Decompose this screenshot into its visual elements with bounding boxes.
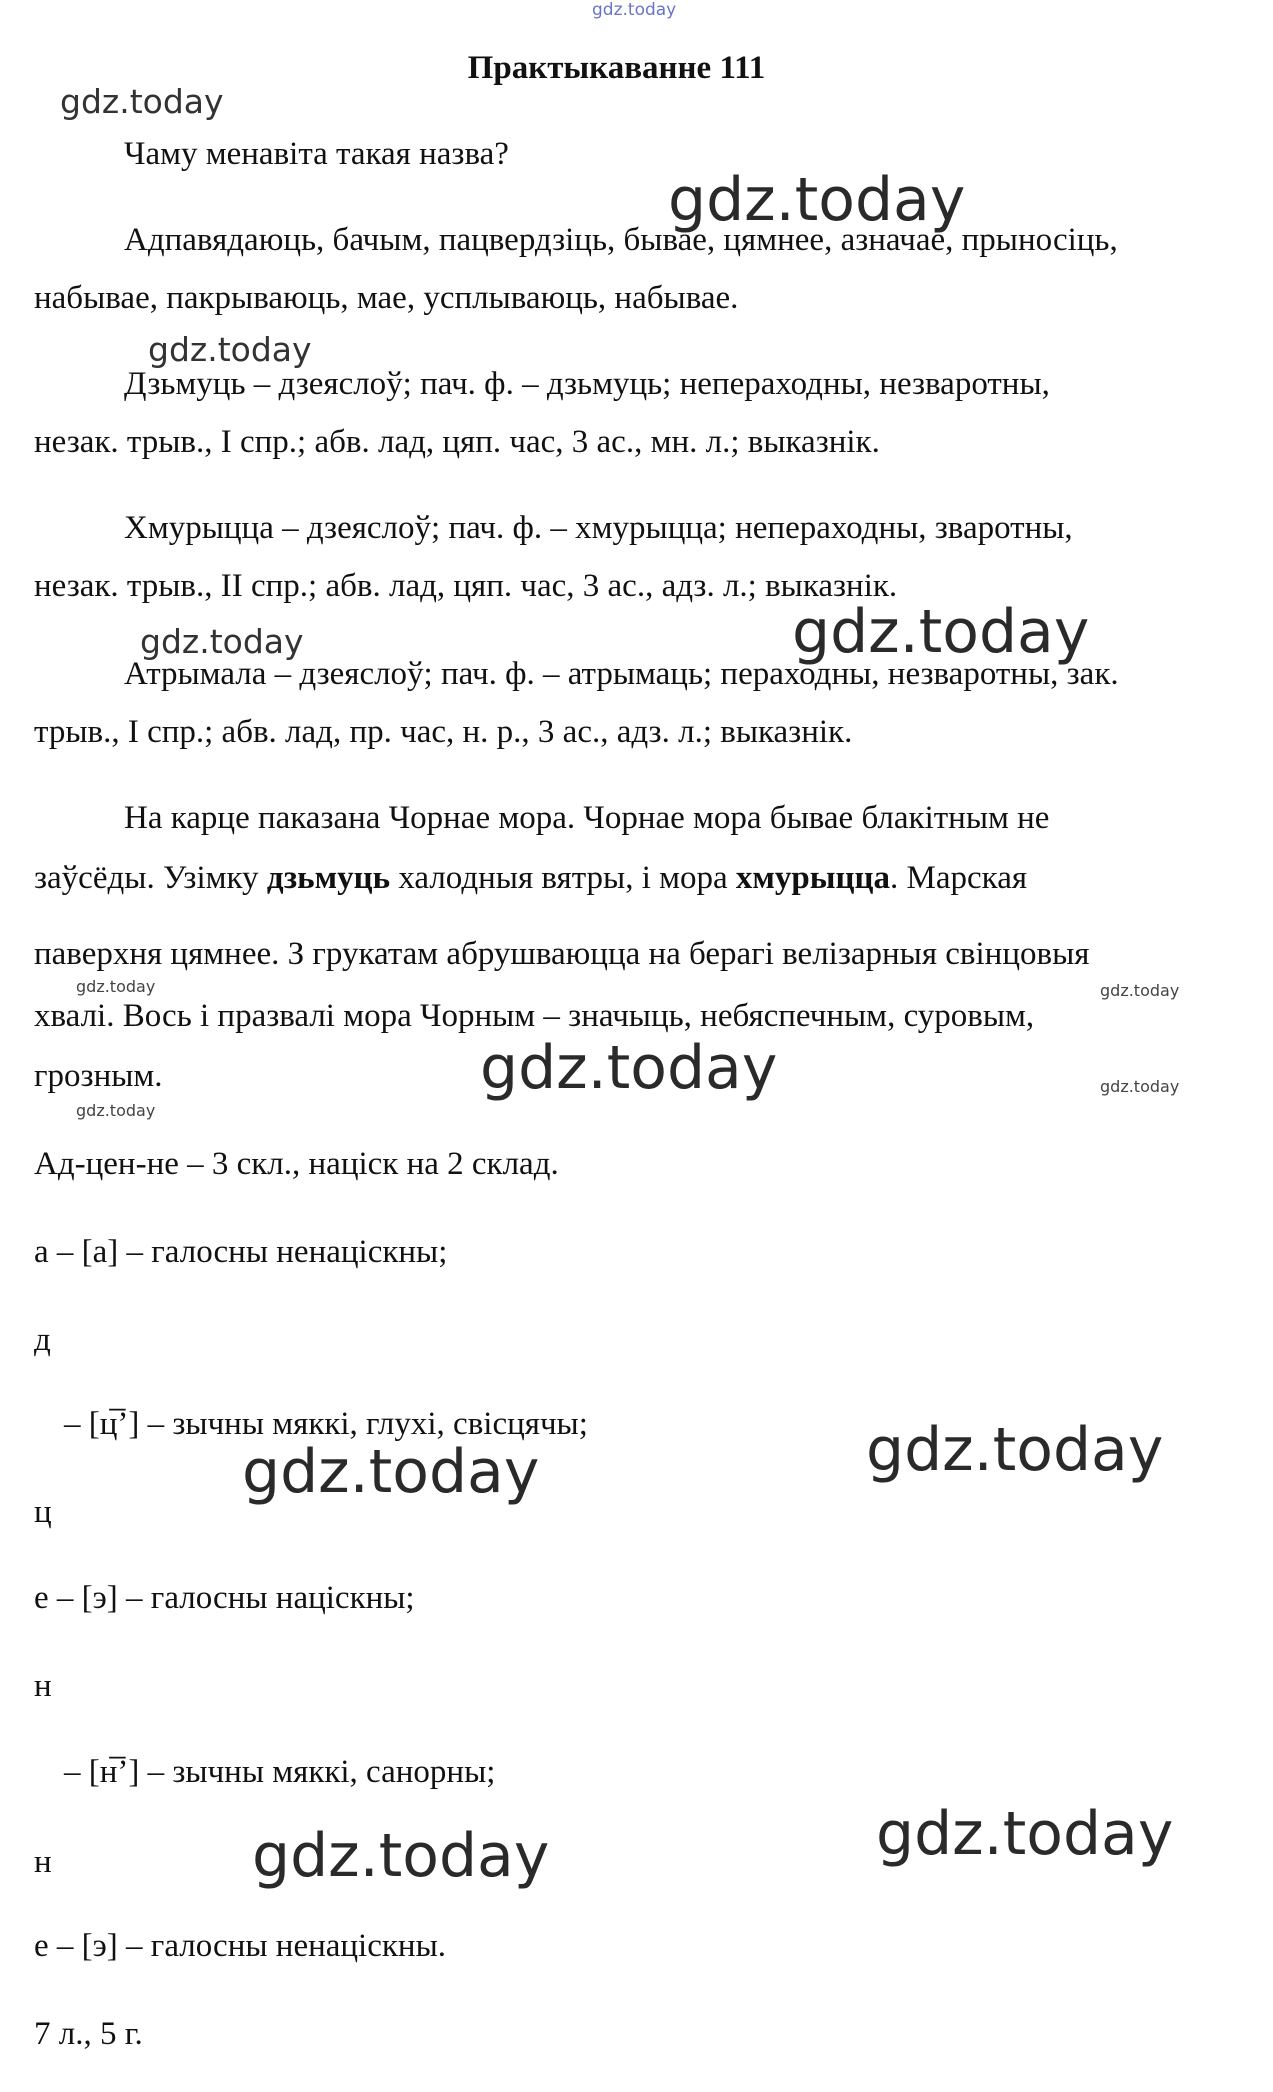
paragraph-2-line-2: незак. трыв., I спр.; абв. лад, цяп. час, 3 ас., мн. л.; выказнік. [34, 424, 880, 460]
analysis-total: 7 л., 5 г. [34, 2016, 143, 2052]
analysis-header: Ад-цен-не – 3 скл., націск на 2 склад. [34, 1146, 559, 1182]
paragraph-4-line-2: трыв., I спр.; абв. лад, пр. час, н. р., 3 ас., адз. л.; выказнік. [34, 714, 853, 750]
watermark: gdz.today [140, 622, 304, 661]
analysis-n-description: – [н̅’] – зычны мяккі, санорны; [64, 1754, 496, 1790]
analysis-a: а – [а] – галосны ненаціскны; [34, 1234, 448, 1270]
bold-verb-khmurytstsa: хмурыцца [735, 860, 891, 896]
paragraph-5-line-5: грозным. [34, 1058, 163, 1094]
page-title: Практыкаванне 111 [467, 50, 766, 86]
watermark: gdz.today [1100, 1077, 1180, 1096]
analysis-e2: е – [э] – галосны ненаціскны. [34, 1928, 446, 1964]
paragraph-3-line-1: Хмурыцца – дзеяслоў; пач. ф. – хмурыцца; непераходны, зваротны, [124, 510, 1073, 546]
paragraph-2-line-1: Дзьмуць – дзеяслоў; пач. ф. – дзьмуць; непераходны, незваротны, [124, 366, 1050, 402]
watermark: gdz.today [480, 1033, 778, 1103]
watermark: gdz.today [60, 82, 224, 121]
paragraph-1-line-2: набывае, пакрываюць, мае, усплываюць, набывае. [34, 280, 739, 316]
watermark: gdz.today [1100, 981, 1180, 1000]
watermark: gdz.today [866, 1415, 1164, 1485]
paragraph-5-line-1: На карце паказана Чорнае мора. Чорнае мора бывае блакітным не [124, 800, 1050, 836]
watermark-top: gdz.today [592, 0, 677, 20]
question: Чаму менавіта такая назва? [124, 136, 509, 172]
watermark: gdz.today [76, 1101, 156, 1120]
analysis-e1: е – [э] – галосны націскны; [34, 1580, 415, 1616]
paragraph-4-line-1: Атрымала – дзеяслоў; пач. ф. – атрымаць; пераходны, незваротны, зак. [124, 656, 1119, 692]
paragraph-5-line-4: хвалі. Вось і празвалі мора Чорным – значыць, небяспечным, суровым, [34, 998, 1035, 1034]
analysis-d-letter: д [34, 1322, 51, 1358]
watermark: gdz.today [242, 1437, 540, 1507]
paragraph-5-line-3: паверхня цямнее. З грукатам абрушваюцца на берагі велізарныя свінцовыя [34, 936, 1090, 972]
paragraph-5-line-2: заўсёды. Узімку дзьмуць халодныя вятры, і мора хмурыцца. Марская [34, 860, 1028, 896]
bold-verb-dzmuts: дзьмуць [266, 860, 391, 896]
watermark: gdz.today [76, 977, 156, 996]
analysis-ts-letter: ц [34, 1494, 52, 1530]
watermark: gdz.today [252, 1821, 550, 1891]
analysis-n-letter-2: н [34, 1844, 52, 1880]
watermark: gdz.today [876, 1799, 1174, 1869]
watermark: gdz.today [668, 165, 966, 235]
analysis-n-letter-1: н [34, 1668, 52, 1704]
paragraph-3-line-2: незак. трыв., II спр.; абв. лад, цяп. час, 3 ас., адз. л.; выказнік. [34, 568, 898, 604]
watermark: gdz.today [792, 597, 1090, 667]
paragraph-1-line-1: Адпавядаюць, бачым, пацвердзіць, бывае, цямнее, азначае, прыносіць, [124, 222, 1118, 258]
analysis-d-description: – [ц̅’] – зычны мяккі, глухі, свісцячы; [64, 1406, 588, 1442]
watermark: gdz.today [148, 330, 312, 369]
